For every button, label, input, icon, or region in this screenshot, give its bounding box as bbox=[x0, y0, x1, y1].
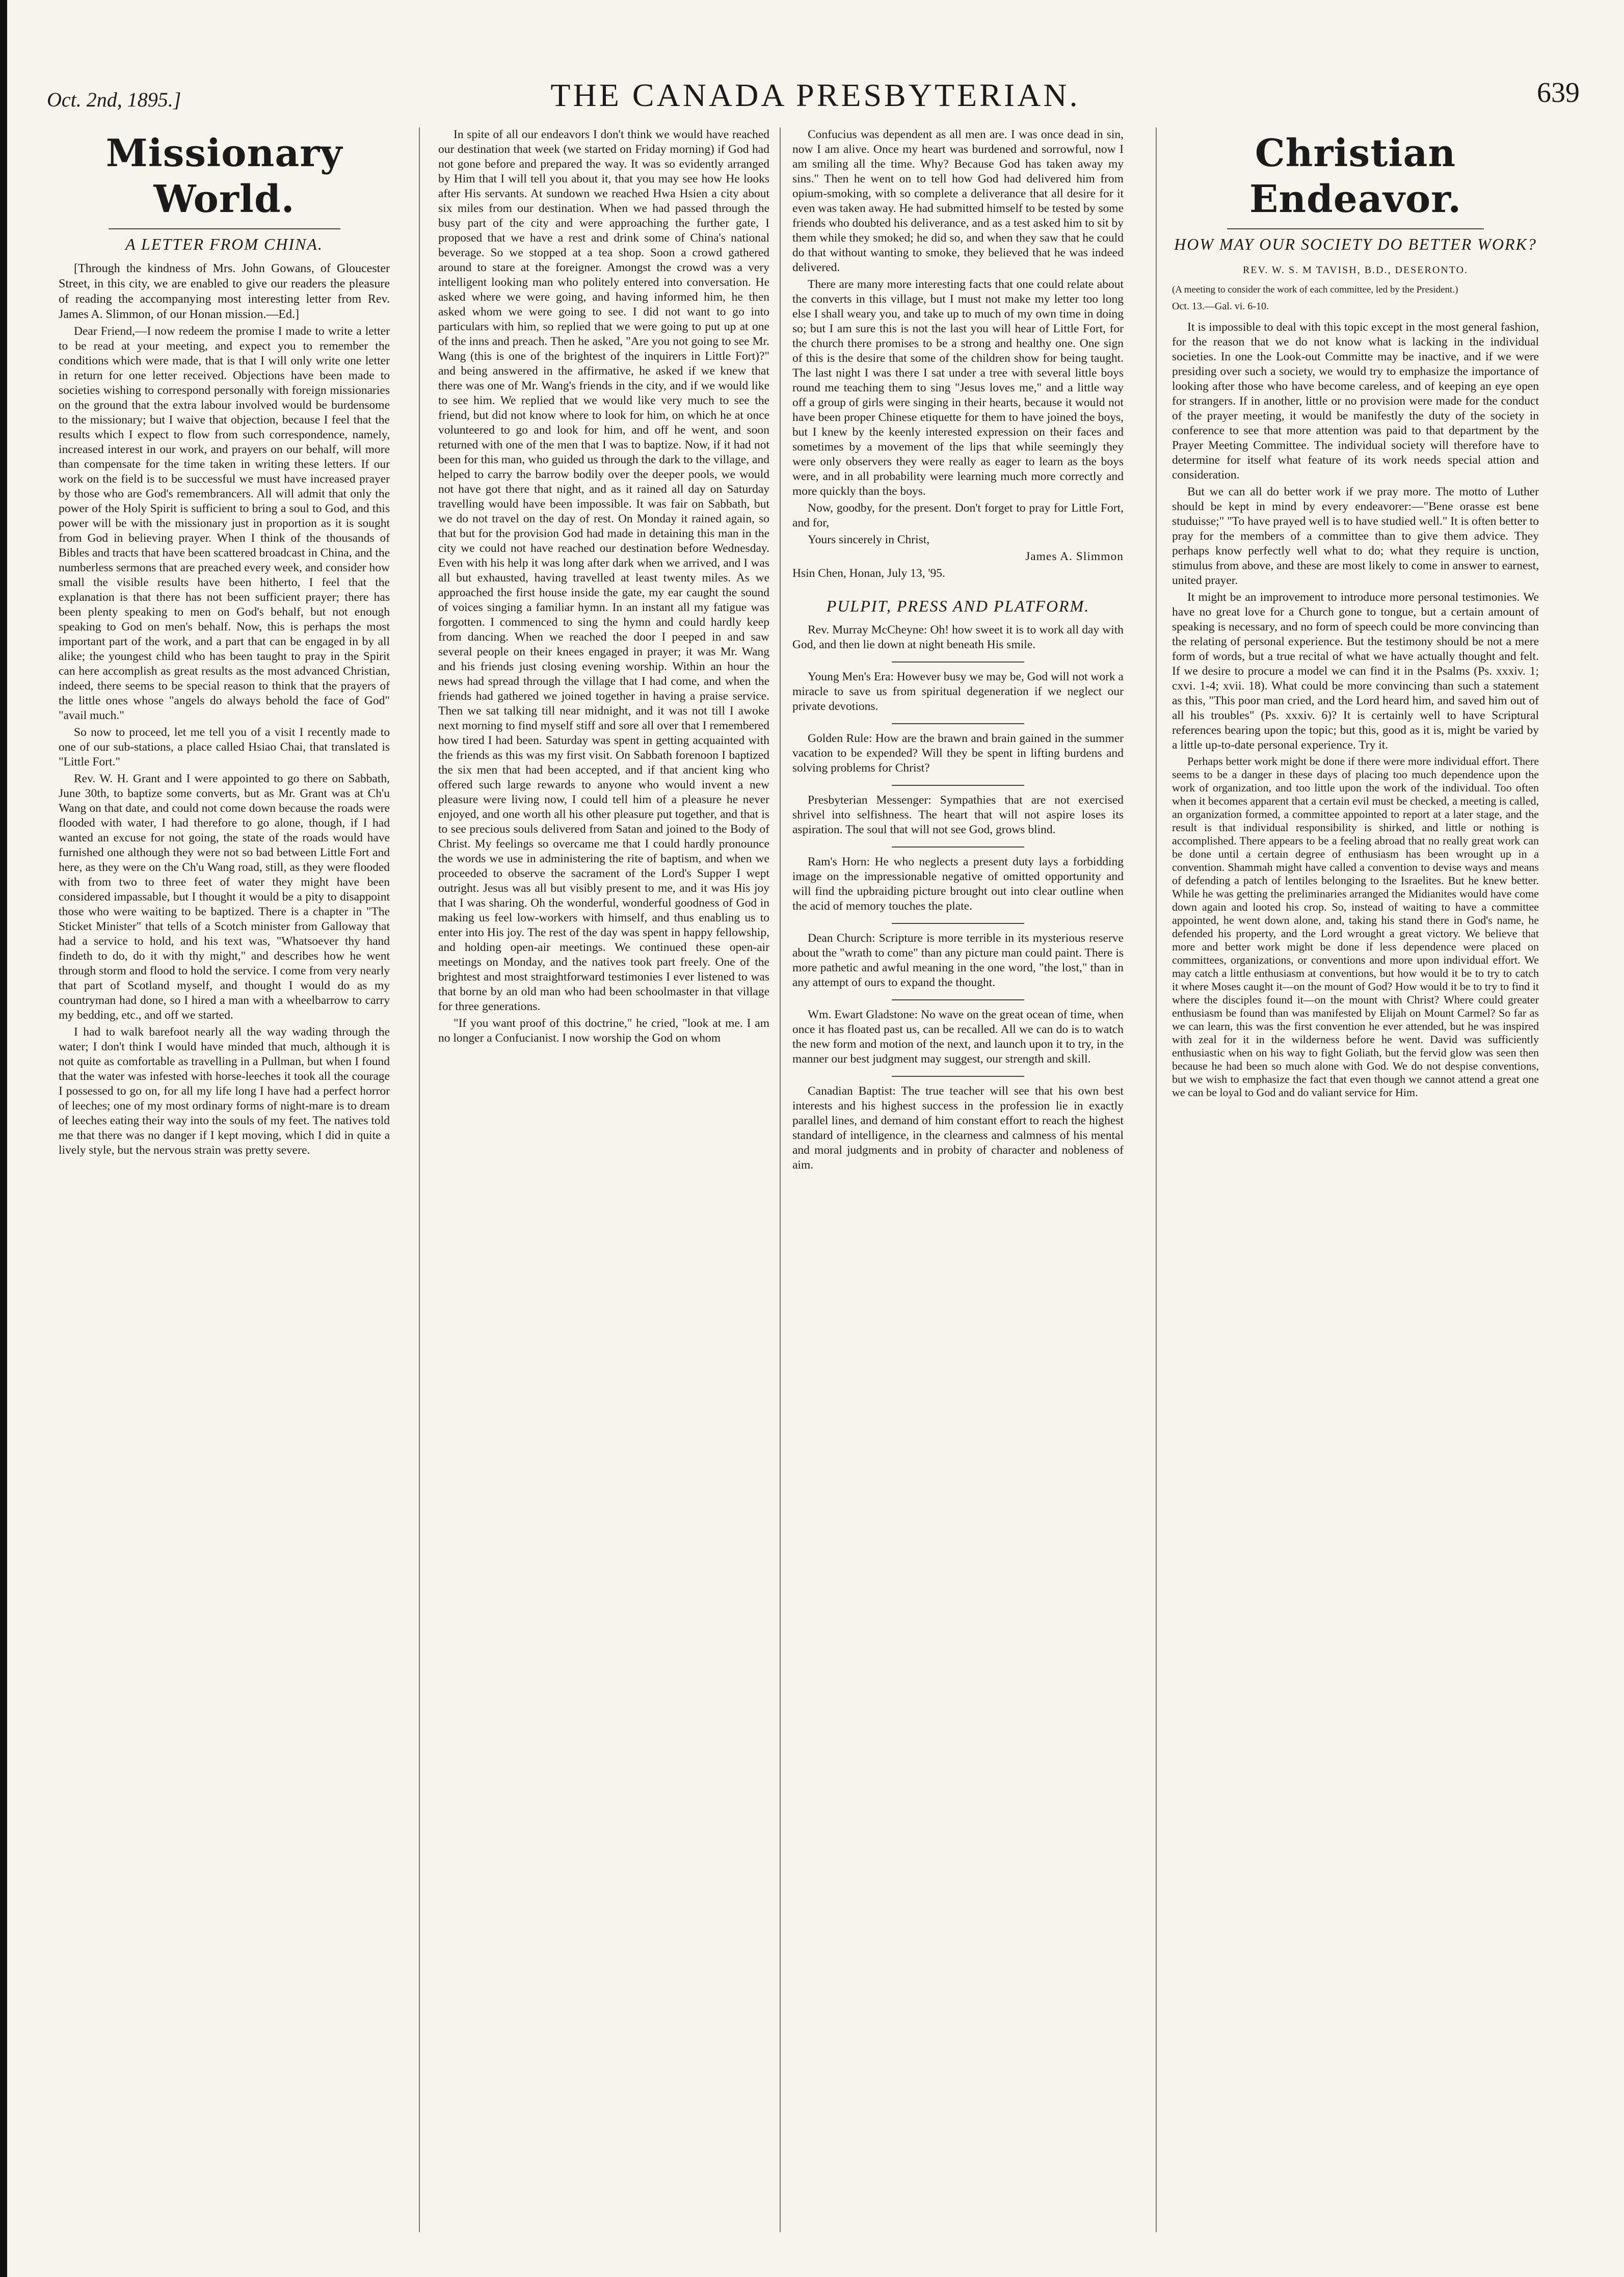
letter-signature: James A. Slimmon bbox=[1025, 550, 1124, 563]
letter-paragraph: I had to walk barefoot nearly all the way wading through the water; I don't think I would have minded that much, although it is not quite as comfortable as travelling in a Pullman, but when I found that the water was infested with horse-leeches it took all the courage I possessed to go on, for all my life long I have had a perfect horror of leeches; one of my most ordinary forms of night-mare is to dream of leeches eating their way into the souls of my feet. The natives told me that there was no danger if I kept moving, which I did in quite a lively style, but the nervous strain was pretty severe. bbox=[59, 1025, 390, 1157]
article-title-pulpit: PULPIT, PRESS AND PLATFORM. bbox=[826, 597, 1090, 615]
issue-date: Oct. 2nd, 1895.] bbox=[47, 88, 181, 111]
divider bbox=[892, 923, 1024, 924]
publication-title: THE CANADA PRESBYTERIAN. bbox=[550, 77, 1080, 113]
section-title-missionary: Missionary World. bbox=[105, 131, 343, 221]
quote-item: Ram's Horn: He who neglects a present duty lays a forbidding image on the impressionable negative of omitted opportunity and will find the upbraiding picture brought out into clear outline when the acid of memory touches the plate. bbox=[792, 855, 1124, 913]
page-binding-edge bbox=[0, 0, 7, 2277]
column-3 bbox=[792, 127, 1124, 2242]
article-paragraph: It might be an improvement to introduce more personal testimonies. We have no great love for a Church gone to tongue, but a certain amount of speaking is necessary, and no form of speech could be more convincing than the relating of personal experience. But the testimony should be not a mere form of words, but a true recital of what we have actually thought and felt. If we desire to procure a model we can find it in the Psalms (Ps. xxxiv. 1; cxvi. 1-4; xvii. 18). What could be more convincing than such a statement as this, "This poor man cried, and the Lord heard him, and saved him out of all his troubles" (Ps. xxxiv. 6)? It is certainly well to have Scriptural references bearing upon the topic; but this, good as it is, might be varied by a little up-to-date personal experience. Try it. bbox=[1172, 591, 1539, 752]
quote-item: Rev. Murray McCheyne: Oh! how sweet it is to work all day with God, and then lie down at night beneath His smile. bbox=[792, 623, 1124, 651]
page-header bbox=[41, 76, 1590, 122]
quote-item: Dean Church: Scripture is more terrible in its mysterious reserve about the "wrath to come" than any picture man could paint. There is more pathetic and awful meaning in the one word, "the lost," than in any attempt of ours to expand the thought. bbox=[792, 932, 1124, 989]
column-2 bbox=[438, 127, 769, 2242]
letter-closing: Yours sincerely in Christ, bbox=[808, 533, 930, 546]
column-1 bbox=[59, 127, 390, 2242]
divider bbox=[892, 785, 1024, 786]
divider bbox=[892, 1076, 1024, 1077]
article-paragraph: It is impossible to deal with this topic except in the most general fashion, for the reason that we do not know what is lacking in the individual societies. In one the Look-out Committe may be inactive, and if we were presiding over such a society, we would try to emphasize the importance of looking after those who have become careless, and of keeping an eye open for strangers. If in another, little or no provision were made for the conduct of the prayer meeting, it would be manifestly the duty of the society in conference to see that more attention was paid to that department by the Prayer Meeting Committee. The individual society will therefore have to determine for itself what feature of its work needs special attion and consideration. bbox=[1172, 321, 1539, 482]
column-rule bbox=[780, 127, 781, 2232]
meeting-note: (A meeting to consider the work of each committee, led by the President.) bbox=[1172, 284, 1458, 295]
scripture-date-reference: Oct. 13.—Gal. vi. 6-10. bbox=[1172, 301, 1269, 312]
column-4 bbox=[1172, 127, 1539, 2242]
quote-item: Canadian Baptist: The true teacher will see that his own best interests and his highest success in the profession lie in exactly parallel lines, and demand of him constant effort to reach the highest standard of intelligence, in the clearness and calmness of his mental and moral judgments and in probity of character and nobleness of aim. bbox=[792, 1084, 1124, 1172]
quote-item: Young Men's Era: However busy we may be, God will not work a miracle to save us from spiritual degeneration if we neglect our private devotions. bbox=[792, 670, 1124, 713]
divider bbox=[109, 228, 340, 229]
article-paragraph: Perhaps better work might be done if there were more individual effort. There seems to be a danger in these days of placing too much dependence upon the work of organization, and too little upon the work of the individual. Too often when it becomes apparent that a certain evil must be checked, a meeting is called, an organization formed, a committee appointed to report at a later stage, and the result is that individual responsibility is shirked, and little or nothing is accomplished. There appears to be a feeling abroad that no really great work can be done until a certain degree of enthusiasm has been wrought up in a convention. Shammah might have called a convention to devise ways and means of defending a patch of lentiles belonging to the Israelites. But he knew better. While he was getting the preliminaries arranged the Midianites would have come down again and looted his crop. So, instead of waiting to have a committee appointed, he went down alone, and, taking his stand there in God's name, he defended his property, and the Lord wrought a great victory. We believe that more and better work might be done if less dependence were placed on committees, organizations, or conventions and more upon individual effort. We may catch a little enthusiasm at conventions, but how would it be to try to catch it where Moses caught it—on the mount of God? How would it be to try to find it where the disciples found it—on the mount with Christ? Where could greater enthusiasm be found than was manifested by Elijah on Mount Carmel? So far as we can learn, this was the first convention he ever attended, but he was inspired with zeal for it in the wilderness before he went. David was sufficiently enthusiastic when on his way to fight Goliath, but the fervid glow was seen then because he had been so much alone with God. We do not despise conventions, but we wish to emphasize the fact that even though we cannot attend a great one we can be loyal to God and do valiant service for Him. bbox=[1172, 755, 1539, 1099]
letter-paragraph: Dear Friend,—I now redeem the promise I made to write a letter to be read at your meeting, and expect you to remember the conditions which were made, that is that I will only write one letter in return for one letter received. Objections have been made to societies wishing to correspond personally with foreign missionaries on the ground that the extra labour involved would be burdensome to the missionary; but I waive that objection, because I feel that the results which I expect to flow from such correspondence, namely, increased interest in our work, and prayers on our behalf, will more than compensate for the time taken in writing these letters. If our work on the field is to be successful we must have increased prayer by those who are God's remembrancers. All will admit that only the power of the Holy Spirit is sufficient to bring a soul to God, and this power will be with the missionary just in proportion as it is sought from God in believing prayer. When I think of the thousands of Bibles and tracts that have been scattered broadcast in China, and the numberless sermons that are preached every week, and consider how small the visible results have been hitherto, I feel that the explanation is that there has not been sufficient prayer; there has been plenty speaking to men on God's behalf, but not enough speaking to God on men's behalf. Now, this is perhaps the most important part of the work, and a part that can be engaged in by all alike; the youngest child who has been taught to pray in the Spirit can here accomplish as great results as the most advanced Christian, indeed, there seems to be special reason to think that the prayers of the little ones whose "angels do always behold the face of God" "avail much." bbox=[59, 325, 390, 722]
divider bbox=[892, 846, 1024, 848]
pulpit-quotes bbox=[792, 623, 1124, 1173]
letter-paragraph: In spite of all our endeavors I don't think we would have reached our destination that week (we started on Friday morning) if God had not gone before and prepared the way. It was so evidently arranged by Him that I will tell you about it, that you may see how He looks after His servants. At sundown we reached Hwa Hsien a city about six miles from our destination. When we had passed through the busy part of the city and were approaching the further gate, I proposed that we have a rest and drink some of China's national beverage. So we stopped at a tea shop. Soon a crowd gathered around to stare at the foreigner. Amongst the crowd was a very intelligent looking man who politely entered into conversation. He asked where we were going, and having informed him, he then asked whom we were going to see. I did not want to go into particulars with him, so replied that we were going to put up at one of the inns and preach. Then he asked, "Are you not going to see Mr. Wang (this is one of the brightest of the inquirers in Little Fort)?" and being answered in the affirmative, he asked if we knew that there was one of Mr. Wang's friends in the city, and if we would like to see him. We replied that we would like very much to see the friend, but did not know where to look for him, on which he at once volunteered to go and look for him, and off he went, and soon returned with one of the men that I was to baptize. Now, if it had not been for this man, who guided us through the dark to the village, and helped to carry the barrow bodily over the deeper pools, we would not have got there that night, and as it rained all day on Saturday travelling would have been impossible. It was fair on Sabbath, but we do not travel on the day of rest. On Monday it rained again, so that but for the provision God had made in detaining this man in the city we could not have reached our destination before Wednesday. Even with his help it was long after dark when we arrived, and I was all but exhausted, having travelled at least twenty miles. As we approached the first house inside the gate, my ear caught the sound of voices singing a familiar hymn. In an instant all my fatigue was forgotten. I commenced to sing the hymn and could hardly keep from dancing. When we reached the door I peeped in and saw several people on their knees engaged in prayer; it was Mr. Wang and his friends just closing evening worship. Within an hour the news had spread through the village that I had come, and when the friends had gathered we joined together in having a praise service. Then we sat talking till near midnight, and it was not till I awoke next morning to find myself stiff and sore all over that I remembered how tired I had been. Saturday was spent in getting acquainted with the friends as this was my first visit. On Sabbath forenoon I baptized the six men that had been accepted, and if that ancient king who offered such large rewards to anyone who would invent a new pleasure were living now, I could tell him of a pleasure he never enjoyed, and one worth all his other pleasure put together, and that is to see precious souls delivered from Satan and joined to the Body of Christ. My feelings so overcame me that I could hardly pronounce the words we use in administering the rite of baptism, and when we proceeded to observe the sacrament of the Lord's Supper I wept outright. Jesus was all but visibly present to me, and it was His joy that I was sharing. Oh the wonderful, wonderful goodness of God in making us feel low-workers with himself, and thus enabling us to enter into His joy. The rest of the day was spent in happy fellowship, and holding open-air meetings. We continued these open-air meetings on Monday, and the natives took part freely. One of the brightest and most straightforward testimonies I ever listened to was that borne by an old man who had been schoolmaster in that village for three generations. bbox=[438, 128, 769, 1013]
letter-place-date: Hsin Chen, Honan, July 13, '95. bbox=[792, 567, 945, 580]
letter-paragraph: "If you want proof of this doctrine," he cried, "look at me. I am no longer a Confucianist. I now worship the God on whom bbox=[438, 1017, 769, 1045]
column-rule bbox=[419, 127, 420, 2232]
divider bbox=[892, 999, 1024, 1000]
editor-intro: [Through the kindness of Mrs. John Gowans, of Gloucester Street, in this city, we are enabled to give our readers the pleasure of reading the accompanying most interesting letter from Rev. James A. Slimmon, of our Honan mission.—Ed.] bbox=[59, 262, 390, 321]
letter-paragraph: Now, goodby, for the present. Don't forget to pray for Little Fort, and for, bbox=[792, 501, 1124, 529]
article-title-endeavor: HOW MAY OUR SOCIETY DO BETTER WORK? bbox=[1174, 235, 1537, 253]
divider bbox=[892, 661, 1024, 663]
quote-item: Presbyterian Messenger: Sympathies that are not exercised shrivel into selfishness. The heart that will not aspire loses its aspiration. The soul that will not see God, grows blind. bbox=[792, 793, 1124, 836]
letter-paragraph: So now to proceed, let me tell you of a visit I recently made to one of our sub-stations, a place called Hsiao Chai, that translated is "Little Fort." bbox=[59, 726, 390, 769]
column-rule bbox=[1156, 127, 1157, 2232]
quote-item: Wm. Ewart Gladstone: No wave on the great ocean of time, when once it has floated past us, can be recalled. All we can do is to watch the new form and motion of the next, and launch upon it to try, in the manner our best judgment may suggest, our strength and skill. bbox=[792, 1008, 1124, 1066]
divider bbox=[1227, 228, 1484, 229]
letter-paragraph: Rev. W. H. Grant and I were appointed to go there on Sabbath, June 30th, to baptize some converts, but as Mr. Grant was at Ch'u Wang on that date, and could not come down because the roads were flooded with water, I had therefore to go alone, though, if I had wanted an excuse for not going, the state of the roads would have furnished one although they were not so bad between Little Fort and here, as they were on the Ch'u Wang road, still, as they were flooded with from two to three feet of water they might have been considered impassable, but I thought it would be a pity to disappoint those who were waiting to be baptized. There is a chapter in "The Sticket Minister" that tells of a Scotch minister from Galloway that had a service to hold, and his text was, "Whatsoever thy hand findeth to do, do it with thy might," and describes how he went through storm and flood to hold the service. I come from very nearly that part of Scotland myself, and thought I would do as my countryman had done, so I hired a man with a wheelbarrow to carry my bedding, etc., and off we started. bbox=[59, 772, 390, 1022]
letter-paragraph: Confucius was dependent as all men are. I was once dead in sin, now I am alive. Once my heart was burdened and sorrowful, now I am smiling all the time. Why? Because God has taken away my sins." Then he went on to tell how God had delivered him from opium-smoking, with so complete a deliverance that all desire for it even was taken away. He had submitted himself to be tested by some friends who doubted his deliverance, and as a test asked him to sit by them while they smoked; he did so, and when they saw that he could do that without wanting to smoke, they believed that he was indeed delivered. bbox=[792, 128, 1124, 274]
author-byline: REV. W. S. M TAVISH, B.D., DESERONTO. bbox=[1242, 264, 1469, 276]
article-title-letter: A LETTER FROM CHINA. bbox=[125, 235, 323, 253]
section-title-endeavor: Christian Endeavor. bbox=[1249, 131, 1462, 221]
page-number: 639 bbox=[1537, 77, 1580, 109]
quote-item: Golden Rule: How are the brawn and brain gained in the summer vacation to be expended? Will they be spent in lifting burdens and solving problems for Christ? bbox=[792, 732, 1124, 775]
letter-paragraph: There are many more interesting facts that one could relate about the converts in this village, but I must not make my letter too long else I shall weary you, and take up to much of my own time in doing so; but I am sure this is not the last you will hear of Little Fort, for the church there promises to be a strong and healthy one. One sign of this is the desire that some of the children show for being taught. The last night I was there I sat under a tree with several little boys round me teaching them to sing "Jesus loves me," and a little way off a group of girls were singing in their hearts, because it would not have been proper Chinese etiquette for them to have joined the boys, but I knew by the keenly interested expression on their faces and sometimes by a movement of the lips that while seemingly they were only observers they were really as eager to learn as the boys were, and in all probability were learning much more correctly and more quickly than the boys. bbox=[792, 278, 1124, 498]
divider bbox=[892, 723, 1024, 724]
article-paragraph: But we can all do better work if we pray more. The motto of Luther should be kept in mind by every endeavorer:—"Bene orasse est bene studuisse;" "To have prayed well is to have studied well." It is often better to pray for the members of a committee than to give them advice. They perhaps know perfectly well what to do; what they require is unction, stimulus from above, and these are most likely to come in answer to earnest, united prayer. bbox=[1172, 485, 1539, 587]
